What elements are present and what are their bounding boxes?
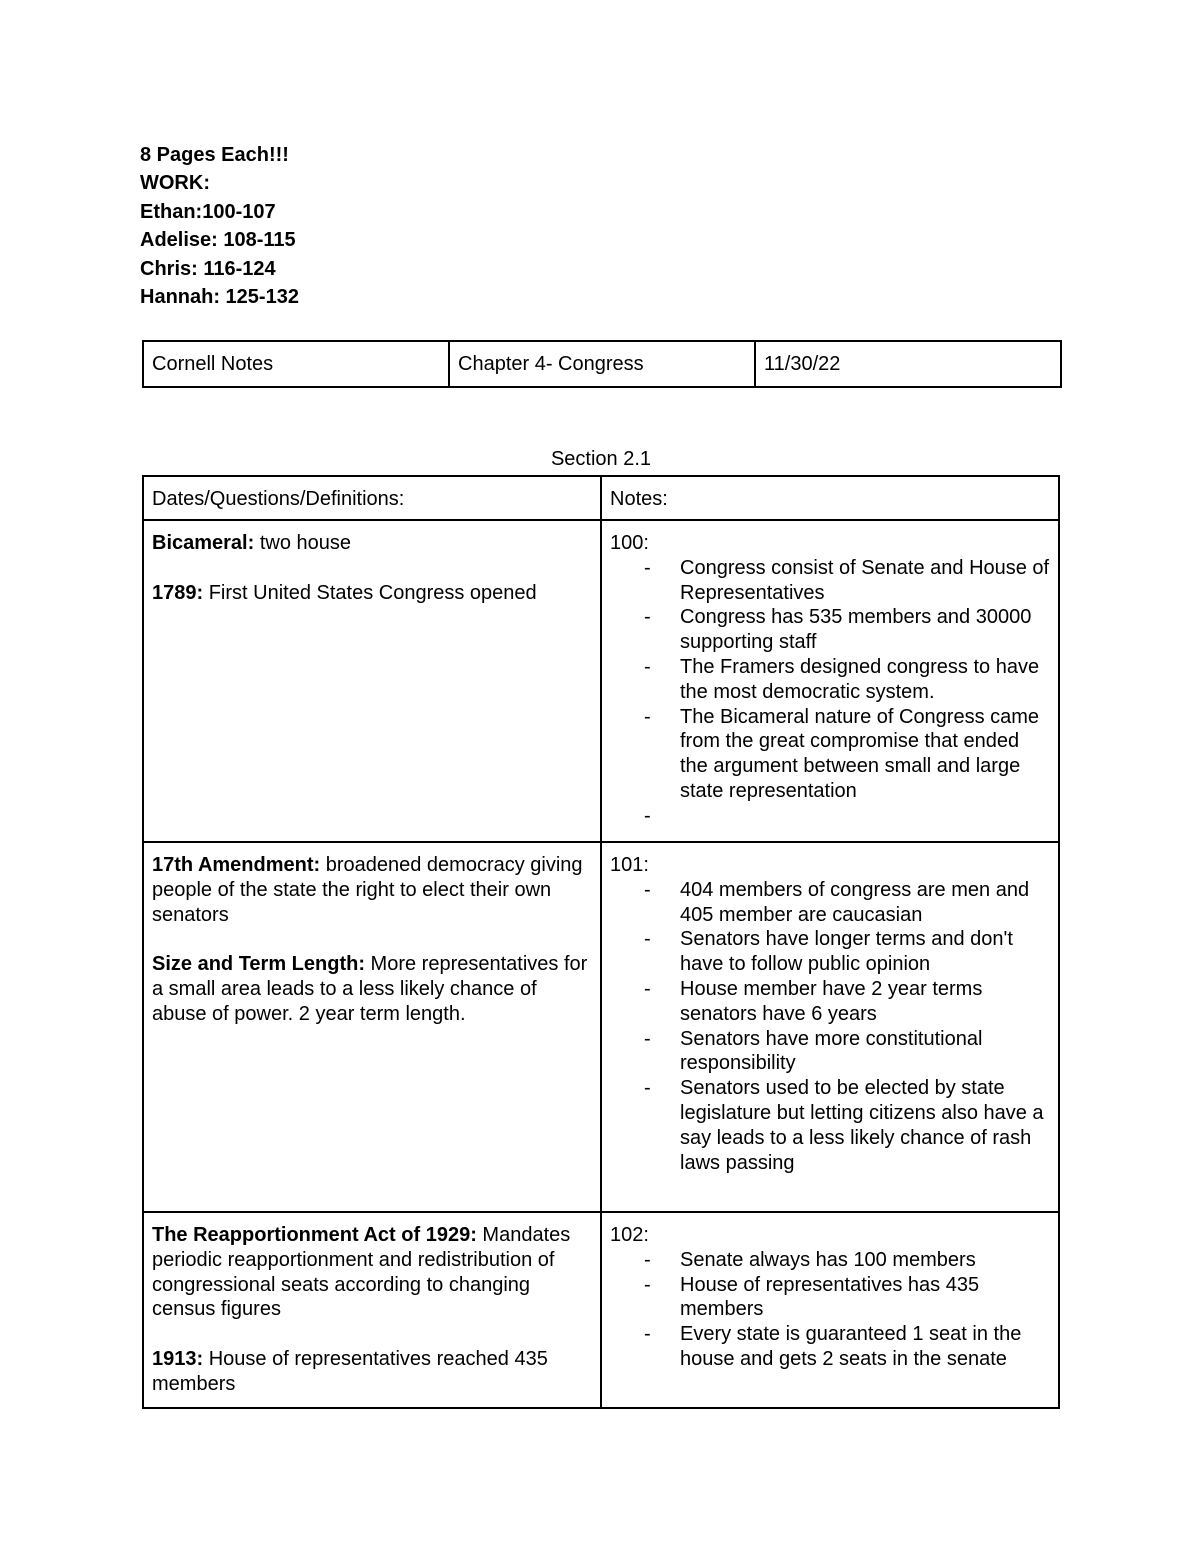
- note-item: [610, 705, 1050, 804]
- definitions-cell: [143, 842, 601, 1212]
- definition-text: House of representatives reached 435 members: [152, 1347, 548, 1395]
- definition-entry: [152, 1347, 592, 1397]
- notes-cell: [601, 1212, 1059, 1408]
- note-text: House member have 2 year terms senators have 6 years: [680, 977, 983, 1025]
- note-item: [610, 804, 1050, 829]
- dash-bullet: -: [644, 878, 651, 901]
- dash-bullet: -: [644, 977, 651, 1000]
- note-item: [610, 655, 1050, 705]
- note-text: Senators have longer terms and don't have to follow public opinion: [680, 928, 1013, 976]
- notes-list: [610, 556, 1050, 829]
- member-assignment: Hannah: 125-132: [140, 286, 299, 309]
- note-text: Senators used to be elected by state legislature but letting citizens also have a say leads to a less likely chance of rash laws passing: [680, 1077, 1044, 1174]
- definition-text: two house: [254, 532, 352, 554]
- dash-bullet: -: [644, 1323, 651, 1346]
- notes-cell: [601, 520, 1059, 842]
- definition-entry: [152, 531, 592, 556]
- dash-bullet: -: [644, 1077, 651, 1100]
- table-row: [143, 842, 1059, 1212]
- page-number: 100:: [610, 532, 649, 554]
- note-text: The Framers designed congress to have the most democratic system.: [680, 655, 1040, 703]
- note-item: [610, 1322, 1050, 1372]
- page-number: 101:: [610, 854, 649, 876]
- definitions-cell: [143, 1212, 601, 1408]
- table-header-row: [143, 476, 1059, 520]
- chapter-cell: Chapter 4- Congress: [449, 341, 755, 387]
- definition-term: 1789:: [152, 581, 204, 604]
- member-assignment: Ethan:100-107: [140, 200, 276, 223]
- dash-bullet: -: [644, 804, 651, 827]
- note-text: The Bicameral nature of Congress came from the great compromise that ended the argument between small and large state representation: [680, 705, 1040, 802]
- dash-bullet: -: [644, 606, 651, 629]
- definition-entry: [152, 952, 592, 1026]
- note-item: [610, 1248, 1050, 1273]
- note-text: Congress consist of Senate and House of Representatives: [680, 556, 1050, 604]
- notes-cell: [601, 842, 1059, 1212]
- definition-term: Bicameral:: [152, 532, 255, 554]
- dash-bullet: -: [644, 655, 651, 678]
- member-assignment: Chris: 116-124: [140, 257, 276, 280]
- date-cell: 11/30/22: [755, 341, 1061, 387]
- table-row: [143, 520, 1059, 842]
- definitions-cell: [143, 520, 601, 842]
- note-item: [610, 1076, 1050, 1175]
- notes-column-header: Notes:: [601, 476, 1059, 520]
- dash-bullet: -: [644, 556, 651, 579]
- dash-bullet: -: [644, 1027, 651, 1050]
- assignment-title: 8 Pages Each!!!: [140, 144, 289, 166]
- dash-bullet: -: [644, 1273, 651, 1296]
- note-item: [610, 927, 1050, 977]
- note-item: [610, 1027, 1050, 1077]
- note-text: Senators have more constitutional responsibility: [680, 1027, 983, 1075]
- cornell-notes-table: [142, 475, 1060, 1409]
- definition-text: First United States Congress opened: [203, 581, 537, 604]
- definition-term: 1913:: [152, 1347, 204, 1370]
- work-label: WORK:: [140, 172, 210, 195]
- member-assignment: Adelise: 108-115: [140, 229, 296, 252]
- note-text: Senate always has 100 members: [680, 1248, 976, 1271]
- note-item: [610, 1273, 1050, 1323]
- definition-text: More representatives for a small area leads to a less likely chance of abuse of power. 2 year term length.: [152, 953, 588, 1025]
- note-item: [610, 977, 1050, 1027]
- note-item: [610, 605, 1050, 655]
- definition-term: The Reapportionment Act of 1929:: [152, 1224, 477, 1246]
- definition-term: Size and Term Length:: [152, 953, 365, 976]
- header-table: [142, 340, 1062, 388]
- table-row: [143, 1212, 1059, 1408]
- dash-bullet: -: [644, 705, 651, 728]
- note-item: [610, 556, 1050, 606]
- assignment-block: [140, 141, 299, 311]
- note-text: Every state is guaranteed 1 seat in the house and gets 2 seats in the senate: [680, 1323, 1022, 1370]
- definition-text: Mandates periodic reapportionment and redistribution of congressional seats according to changing census figures: [152, 1224, 571, 1321]
- questions-column-header: Dates/Questions/Definitions:: [143, 476, 601, 520]
- note-text: 404 members of congress are men and 405 member are caucasian: [680, 878, 1030, 926]
- definition-text: broadened democracy giving people of the state the right to elect their own senators: [152, 854, 583, 926]
- page-number: 102:: [610, 1224, 649, 1246]
- definition-entry: [152, 853, 592, 927]
- dash-bullet: -: [644, 1248, 651, 1271]
- note-text: Congress has 535 members and 30000 supporting staff: [680, 606, 1032, 654]
- section-title: Section 2.1: [550, 448, 652, 470]
- definition-entry: [152, 581, 592, 606]
- definition-term: 17th Amendment:: [152, 854, 321, 876]
- note-text: House of representatives has 435 members: [680, 1273, 980, 1321]
- notes-type-cell: Cornell Notes: [143, 341, 449, 387]
- dash-bullet: -: [644, 928, 651, 951]
- notes-list: [610, 1248, 1050, 1372]
- note-item: [610, 878, 1050, 928]
- notes-list: [610, 878, 1050, 1176]
- definition-entry: [152, 1223, 592, 1322]
